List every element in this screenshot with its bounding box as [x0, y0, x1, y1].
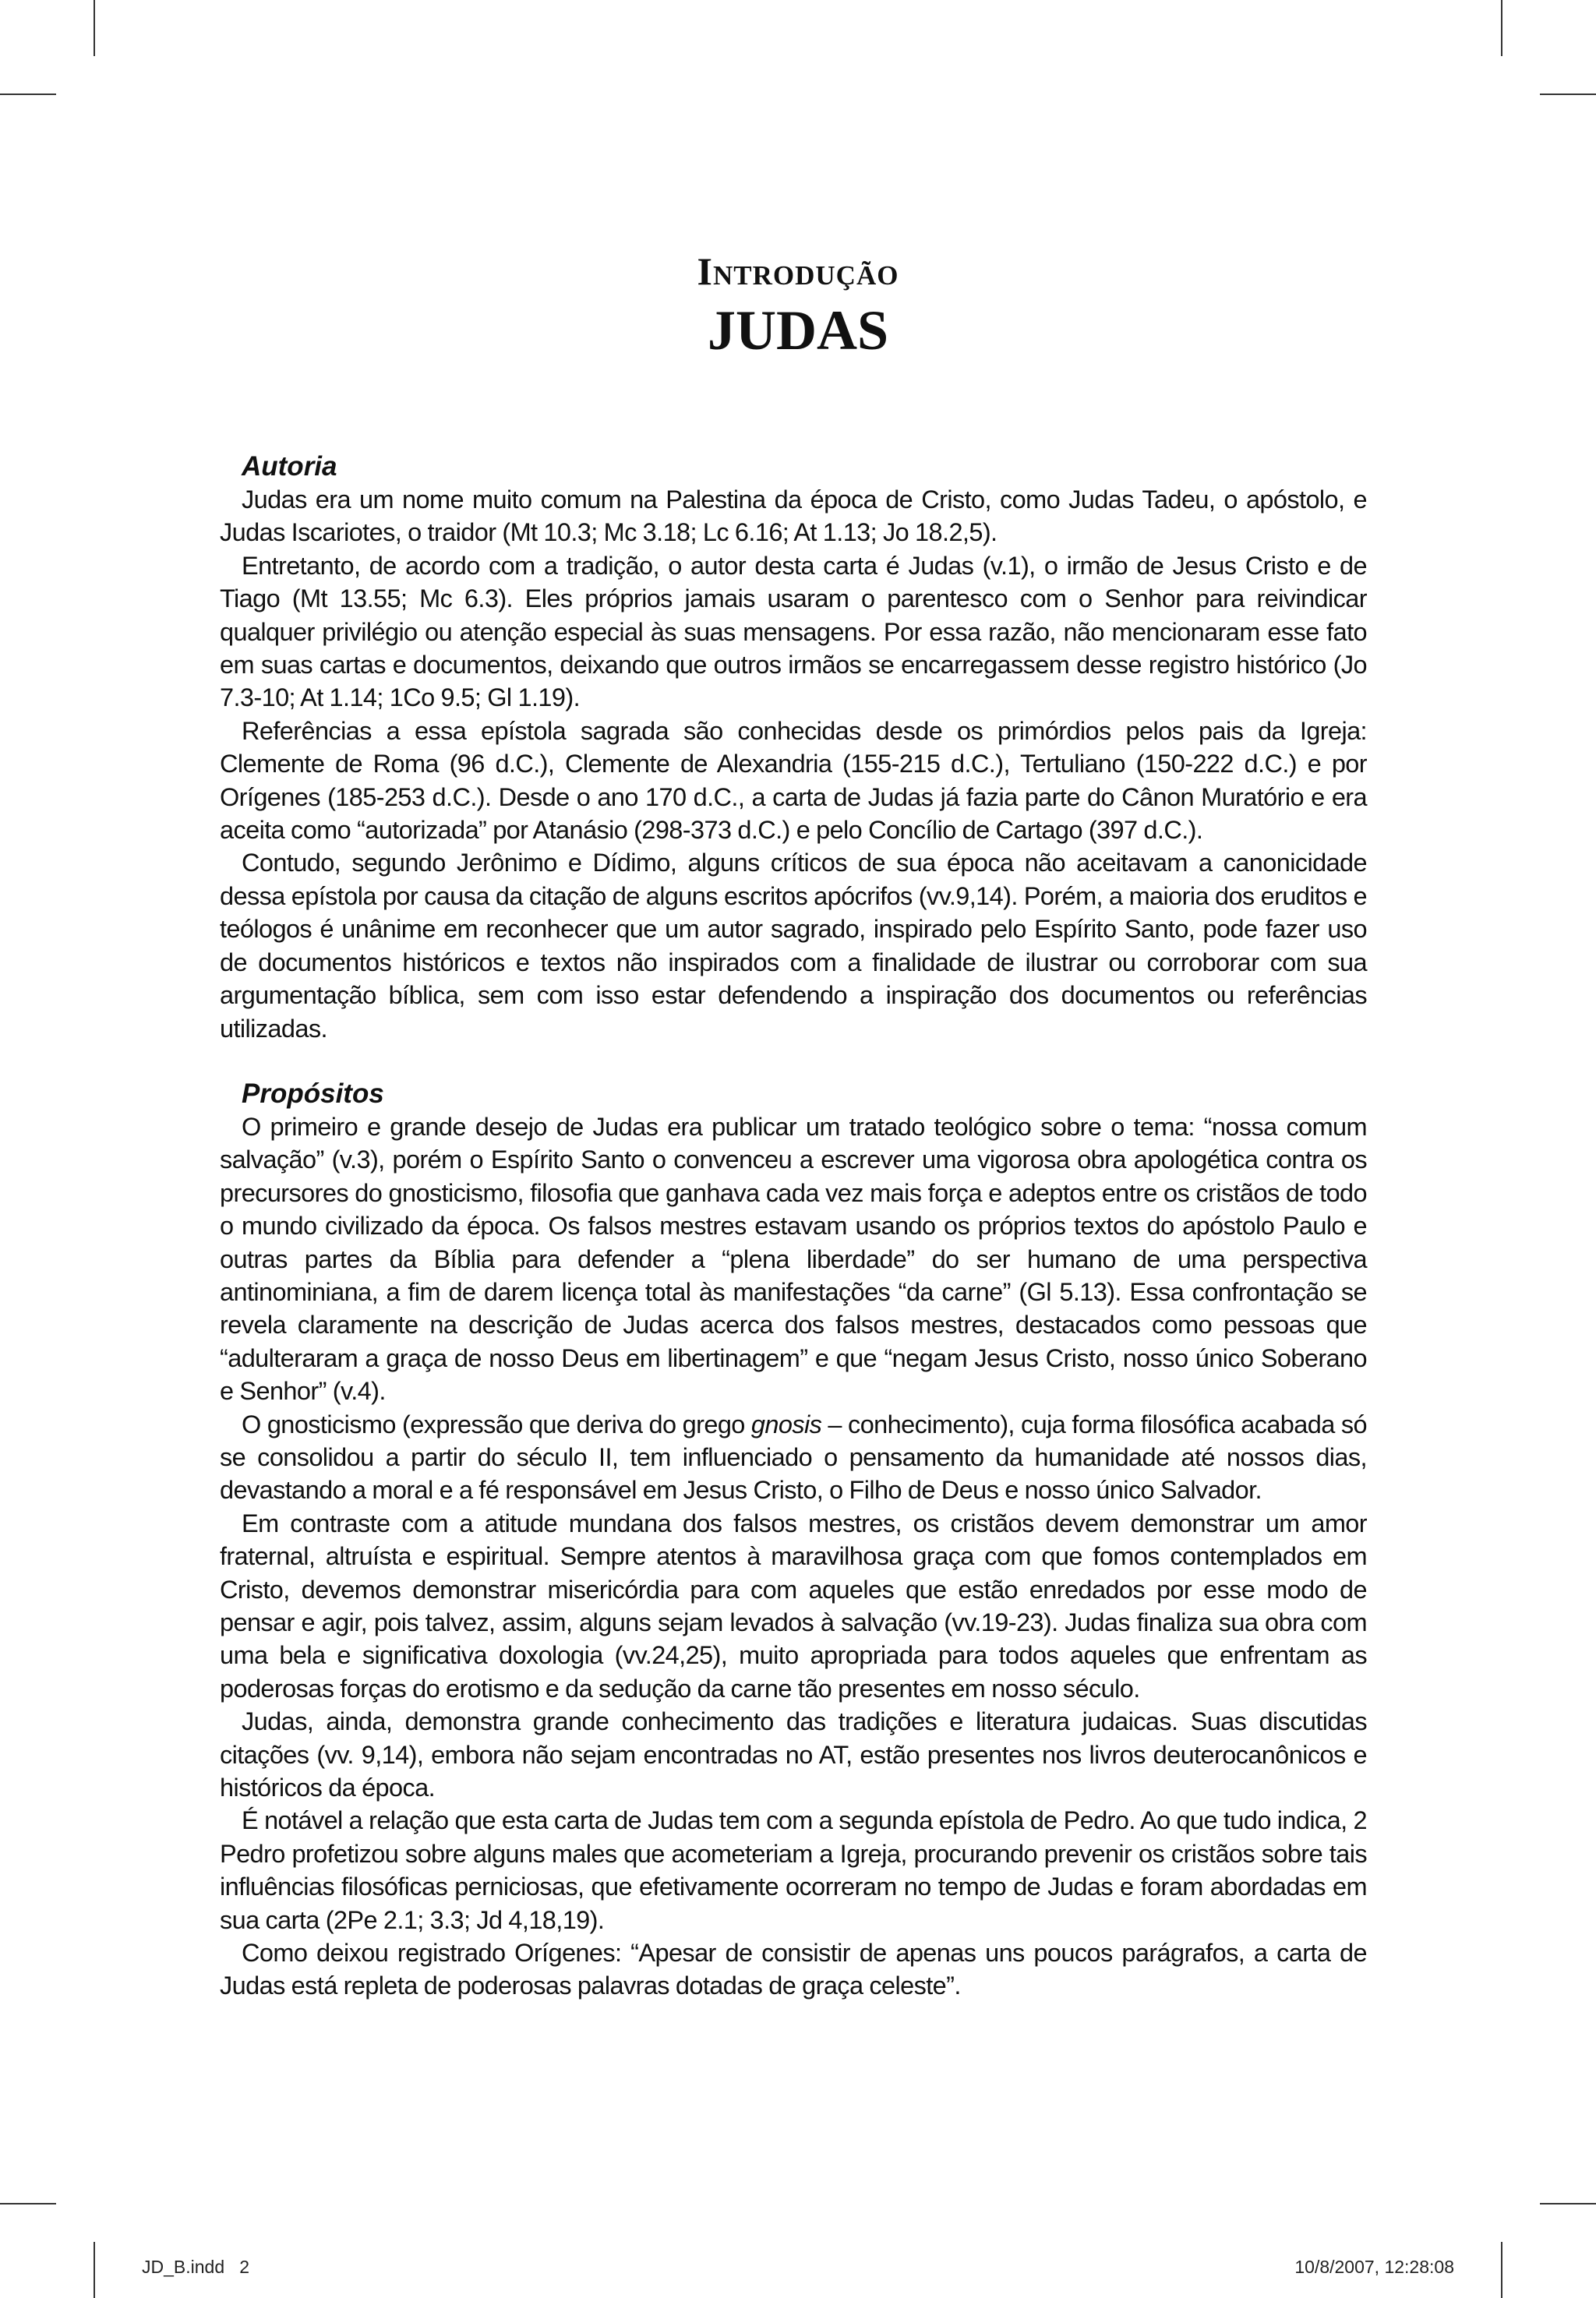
crop-mark-top-left: [94, 0, 95, 56]
title-judas: JUDAS: [707, 299, 889, 362]
paragraph: Entretanto, de acordo com a tradição, o autor desta carta é Judas (v.1), o irmão de Jesus Cristo e de Tiago (Mt 13.55; Mc 6.3). Eles próprios jamais usaram o parentesco com o Senhor para reivindicar qualquer privilégio ou atenção especial às suas mensagens. Por essa razão, não mencionaram esse fato em suas cartas e documentos, deixando que outros irmãos se encarregassem desse registro histórico (Jo 7.3-10; At 1.14; 1Co 9.5; Gl 1.19).: [220, 551, 1367, 712]
footer-filename: JD_B.indd 2: [142, 2257, 250, 2277]
paragraph-gnosticismo: O gnosticismo (expressão que deriva do grego gnosis – conhecimento), cuja forma filosófica acabada só se consolidou a partir do século II, tem influenciado o pensamento da humanidade até nossos dias, devastando a moral e a fé responsável em Jesus Cristo, o Filho de Deus e nosso único Salvador.: [220, 1410, 1367, 1505]
paragraph: Referências a essa epístola sagrada são conhecidas desde os primórdios pelos pais da Igreja: Clemente de Roma (96 d.C.), Clemente de Alexandria (155-215 d.C.), Tertuliano (150-222 d.C.) e por Orígenes (185-253 d.C.). Desde o ano 170 d.C., a carta de Judas já fazia parte do Cânon Muratório e era aceita como “autorizada” por Atanásio (298-373 d.C.) e pelo Concílio de Cartago (397 d.C.).: [220, 716, 1367, 845]
section-autoria: [220, 450, 1367, 1045]
paragraph: Em contraste com a atitude mundana dos falsos mestres, os cristãos devem demonstrar um amor fraternal, altruísta e espiritual. Sempre atentos à maravilhosa graça com que fomos contemplados em Cristo, devemos demonstrar misericórdia para com aqueles que estão enredados por esse modo de pensar e agir, pois talvez, assim, alguns sejam levados à salvação (vv.19-23). Judas finaliza sua obra com uma bela e significativa doxologia (vv.24,25), muito apropriada para todos aqueles que enfrentam as poderosas forças do erotismo e da sedução da carne tão presentes em nosso século.: [220, 1509, 1367, 1703]
title-introducao: Introdução: [697, 249, 899, 293]
italic-term: gnosis: [750, 1410, 822, 1438]
paragraph: Contudo, segundo Jerônimo e Dídimo, alguns críticos de sua época não aceitavam a canonicidade dessa epístola por causa da citação de alguns escritos apócrifos (vv.9,14). Porém, a maioria dos eruditos e teólogos é unânime em reconhecer que um autor sagrado, inspirado pelo Espírito Santo, pode fazer uso de documentos históricos e textos não inspirados com a finalidade de ilustrar ou corroborar com sua argumentação bíblica, sem com isso estar defendendo a inspiração dos documentos ou referências utilizadas.: [220, 849, 1367, 1043]
section-propositos: [220, 1078, 1367, 2003]
section-heading: Autoria: [242, 451, 337, 482]
footer-timestamp: 10/8/2007, 12:28:08: [1294, 2257, 1454, 2277]
crop-mark-bottom-left-h: [0, 2203, 56, 2204]
paragraph: Judas era um nome muito comum na Palestina da época de Cristo, como Judas Tadeu, o apóstolo, e Judas Iscariotes, o traidor (Mt 10.3; Mc 3.18; Lc 6.16; At 1.13; Jo 18.2,5).: [220, 485, 1367, 547]
paragraph: Como deixou registrado Orígenes: “Apesar de consistir de apenas uns poucos parágrafos, a carta de Judas está repleta de poderosas palavras dotadas de graça celeste”.: [220, 1939, 1367, 2000]
crop-mark-top-left-h: [0, 94, 56, 95]
paragraph: Judas, ainda, demonstra grande conhecimento das tradições e literatura judaicas. Suas discutidas citações (vv. 9,14), embora não sejam encontradas no AT, estão presentes nos livros deuterocanônicos e históricos da época.: [220, 1707, 1367, 1802]
crop-mark-bottom-left: [94, 2242, 95, 2298]
paragraph: É notável a relação que esta carta de Judas tem com a segunda epístola de Pedro. Ao que tudo indica, 2 Pedro profetizou sobre alguns males que acometeriam a Igreja, procurando prevenir os cristãos sobre tais influências filosóficas perniciosas, que efetivamente ocorreram no tempo de Judas e foram abordadas em sua carta (2Pe 2.1; 3.3; Jd 4,18,19).: [220, 1806, 1367, 1934]
main-content: [220, 450, 1367, 2003]
crop-mark-bottom-right: [1501, 2242, 1502, 2298]
crop-mark-bottom-right-h: [1540, 2203, 1596, 2204]
page-title: [0, 248, 1596, 366]
crop-mark-top-right-h: [1540, 94, 1596, 95]
crop-mark-top-right: [1501, 0, 1502, 56]
paragraph: O primeiro e grande desejo de Judas era publicar um tratado teológico sobre o tema: “nossa comum salvação” (v.3), porém o Espírito Santo o convenceu a escrever uma vigorosa obra apologética contra os precursores do gnosticismo, filosofia que ganhava cada vez mais força e adeptos entre os cristãos de todo o mundo civilizado da época. Os falsos mestres estavam usando os próprios textos do apóstolo Paulo e outras partes da Bíblia para defender a “plena liberdade” do ser humano de uma perspectiva antinominiana, a fim de darem licença total às manifestações “da carne” (Gl 5.13). Essa confrontação se revela claramente na descrição de Judas acerca dos falsos mestres, destacados como pessoas que “adulteraram a graça de nosso Deus em libertinagem” e que “negam Jesus Cristo, nosso único Soberano e Senhor” (v.4).: [220, 1112, 1367, 1406]
section-heading: Propósitos: [242, 1078, 384, 1109]
section-gap: [220, 1045, 1367, 1078]
